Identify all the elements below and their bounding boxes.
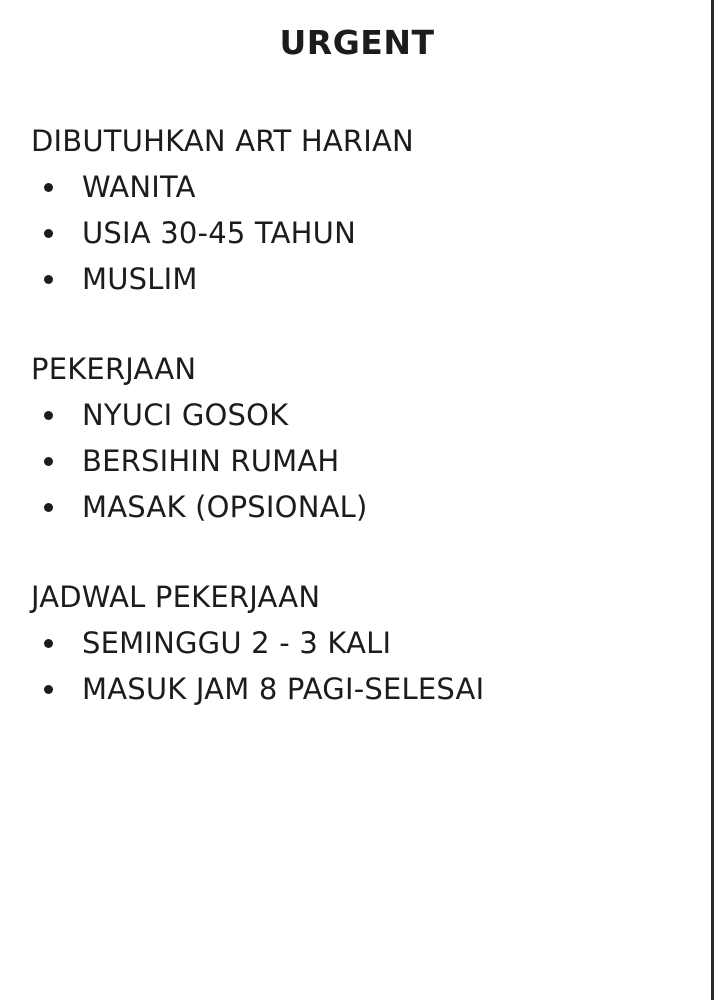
list-item-label: SEMINGGU 2 - 3 KALI [82, 626, 392, 660]
bullet-icon [44, 457, 53, 466]
list-item [31, 666, 691, 712]
bullet-list [31, 164, 691, 302]
section-heading: JADWAL PEKERJAAN [31, 580, 321, 614]
section-heading: PEKERJAAN [31, 352, 197, 386]
list-item-label: WANITA [82, 170, 196, 204]
list-item [31, 210, 691, 256]
list-item-label: MUSLIM [82, 262, 198, 296]
bullet-icon [44, 411, 53, 420]
bullet-icon [44, 685, 53, 694]
list-item [31, 392, 691, 438]
bullet-icon [44, 639, 53, 648]
list-item-label: NYUCI GOSOK [82, 398, 289, 432]
section-schedule [31, 574, 691, 712]
bullet-list [31, 620, 691, 712]
bullet-list [31, 392, 691, 530]
section-heading: DIBUTUHKAN ART HARIAN [31, 124, 414, 158]
bullet-icon [44, 183, 53, 192]
section-requirements [31, 118, 691, 302]
list-item [31, 484, 691, 530]
list-item-label: MASAK (OPSIONAL) [82, 490, 368, 524]
bullet-icon [44, 503, 53, 512]
list-item [31, 620, 691, 666]
bullet-icon [44, 275, 53, 284]
list-item [31, 438, 691, 484]
list-item [31, 256, 691, 302]
list-item-label: USIA 30-45 TAHUN [82, 216, 356, 250]
list-item-label: MASUK JAM 8 PAGI-SELESAI [82, 672, 485, 706]
list-item-label: BERSIHIN RUMAH [82, 444, 340, 478]
page-title: URGENT [279, 23, 435, 62]
section-tasks [31, 346, 691, 530]
bullet-icon [44, 229, 53, 238]
list-item [31, 164, 691, 210]
